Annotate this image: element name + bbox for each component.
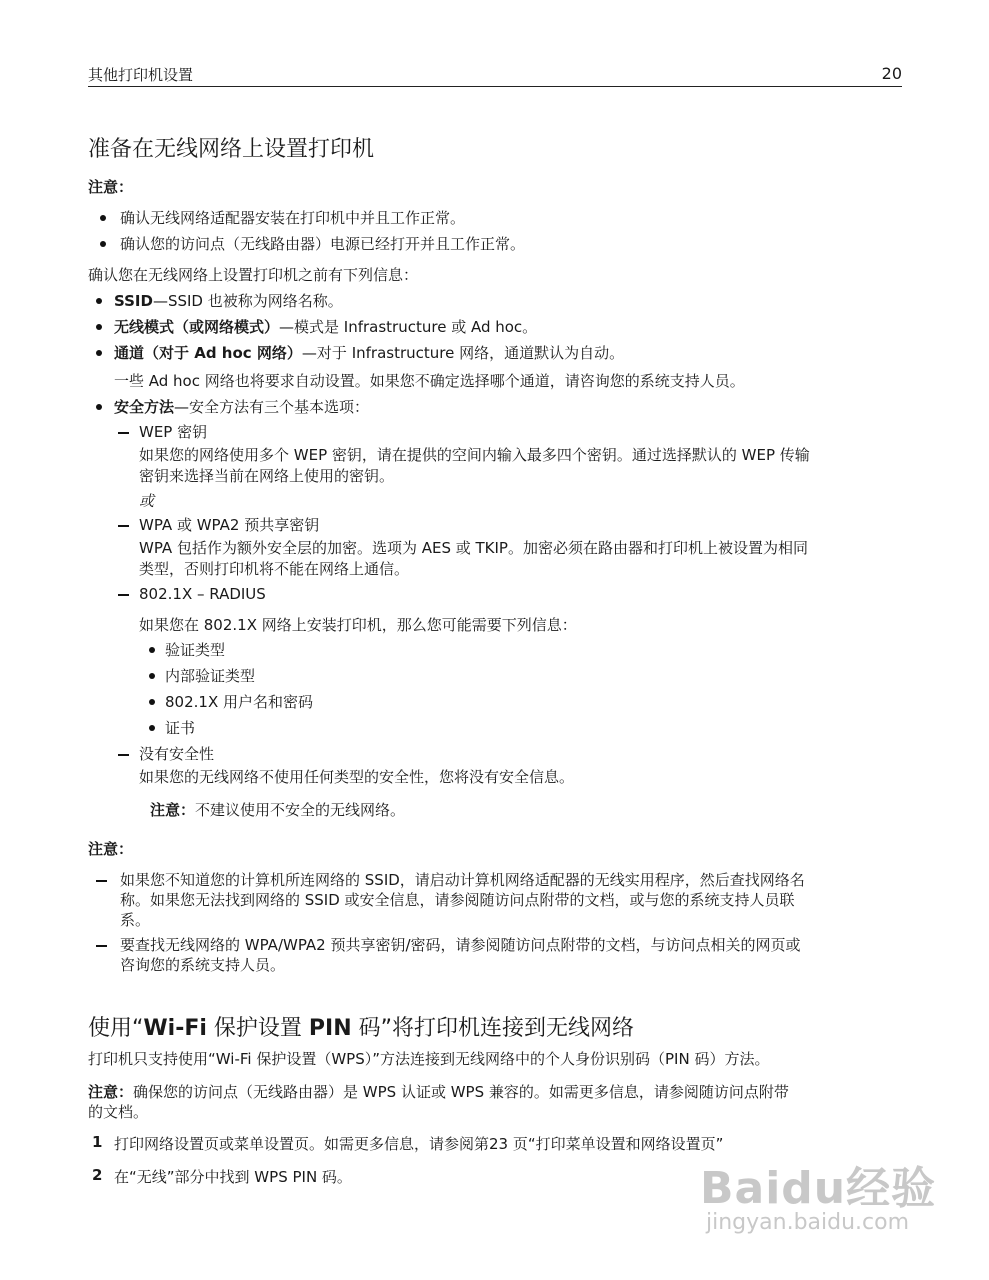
step-text: 在“无线”部分中找到 WPS PIN 码。	[114, 1168, 352, 1186]
nosec-desc: 如果您的无线网络不使用任何类型的安全性，您将没有安全信息。	[139, 768, 575, 786]
section-title-wps-pin	[88, 1011, 634, 1042]
list-item-mode	[114, 316, 537, 338]
or-text: 或	[139, 492, 155, 510]
note2-item1-line3: 系。	[120, 911, 151, 929]
intro-text: 确认您在无线网络上设置打印机之前有下列信息：	[88, 266, 419, 284]
wps-note-text: 确保您的访问点（无线路由器）是 WPS 认证或 WPS 兼容的。如需更多信息，请参阅随访问点附带	[133, 1083, 789, 1101]
note2-item1-line1: 如果您不知道您的计算机所连网络的 SSID，请启动计算机网络适配器的无线实用程序，然后查找网络名	[120, 871, 805, 889]
channel-detail: 一些 Ad hoc 网络也将要求自动设置。如果您不确定选择哪个通道，请咨询您的系统支持人员。	[114, 372, 745, 390]
wep-label: WEP 密钥	[139, 423, 208, 441]
radius-item: 802.1X 用户名和密码	[165, 693, 313, 711]
wep-desc-line2: 密钥来选择当前在网络上使用的密钥。	[139, 467, 395, 485]
dash-marker	[118, 754, 129, 756]
radius-label: 802.1X – RADIUS	[139, 585, 266, 603]
note-label: 注意：	[88, 840, 134, 858]
step-number: 2	[92, 1166, 103, 1184]
radius-item: 验证类型	[165, 641, 226, 659]
step-text: 打印网络设置页或菜单设置页。如需更多信息，请参阅第23 页“打印菜单设置和网络设置页”	[114, 1135, 724, 1153]
running-header-title: 其他打印机设置	[88, 66, 194, 84]
bullet-dot	[149, 673, 155, 679]
wps-note-line1	[88, 1081, 789, 1103]
page-number: 20	[881, 64, 902, 83]
radius-desc: 如果您在 802.1X 网络上安装打印机，那么您可能需要下列信息：	[139, 616, 577, 634]
nosec-note-text: 不建议使用不安全的无线网络。	[195, 801, 406, 819]
bullet-dot	[149, 699, 155, 705]
header-rule	[88, 86, 902, 87]
bullet-dot	[149, 725, 155, 731]
bullet-dot	[149, 647, 155, 653]
nosec-note	[150, 799, 405, 821]
note2-item2-line2: 咨询您的系统支持人员。	[120, 956, 286, 974]
dash-marker	[96, 945, 107, 947]
term-security: 安全方法	[114, 398, 175, 416]
wps-note-line2: 的文档。	[88, 1103, 149, 1121]
channel-text: —对于 Infrastructure 网络，通道默认为自动。	[301, 344, 625, 362]
bullet-dot	[100, 241, 106, 247]
wpa-desc-line1: WPA 包括作为额外安全层的加密。选项为 AES 或 TKIP。加密必须在路由器和打印机上被设置为相同	[139, 539, 808, 557]
title-part: Wi-Fi	[143, 1016, 207, 1041]
list-item-channel	[114, 342, 624, 364]
title-part: PIN	[308, 1016, 352, 1041]
dash-marker	[96, 880, 107, 882]
note2-item2-line1: 要查找无线网络的 WPA/WPA2 预共享密钥/密码，请参阅随访问点附带的文档，与访问点相关的网页或	[120, 936, 801, 954]
dash-marker	[118, 594, 129, 596]
baidu-watermark-logo: Baidu经验	[700, 1163, 937, 1214]
bullet-dot	[96, 404, 102, 410]
note-item-adapter: 确认无线网络适配器安装在打印机中并且工作正常。	[120, 209, 466, 227]
bullet-dot	[96, 350, 102, 356]
term-channel-c: 网络）	[251, 344, 302, 362]
term-channel-b: Ad hoc	[194, 344, 252, 362]
title-part: 码”将打印机连接到无线网络	[351, 1016, 635, 1041]
wep-desc-line1: 如果您的网络使用多个 WEP 密钥，请在提供的空间内输入最多四个密钥。通过选择默认的 WEP 传输	[139, 446, 810, 464]
bullet-dot	[96, 298, 102, 304]
title-part: 使用“	[88, 1016, 144, 1041]
list-item-ssid	[114, 290, 343, 312]
term-channel-a: 通道（对于	[114, 344, 195, 362]
step-number: 1	[92, 1133, 103, 1151]
baidu-watermark-url: jingyan.baidu.com	[706, 1210, 910, 1235]
note2-item1-line2: 称。如果您无法找到网络的 SSID 或安全信息，请参阅随访问点附带的文档，或与您的系统支持人员联	[120, 891, 795, 909]
radius-item: 内部验证类型	[165, 667, 256, 685]
nosec-note-label: 注意：	[150, 801, 196, 819]
note-item-access-point: 确认您的访问点（无线路由器）电源已经打开并且工作正常。	[120, 235, 526, 253]
radius-item: 证书	[165, 719, 196, 737]
term-ssid: SSID	[114, 292, 153, 310]
wps-note-label: 注意：	[88, 1083, 134, 1101]
term-mode: 无线模式（或网络模式）	[114, 318, 280, 336]
wps-intro: 打印机只支持使用“Wi-Fi 保护设置（WPS）”方法连接到无线网络中的个人身份识别码（PIN 码）方法。	[88, 1050, 770, 1068]
wpa-label: WPA 或 WPA2 预共享密钥	[139, 516, 320, 534]
note-label: 注意：	[88, 178, 134, 196]
list-item-security	[114, 396, 369, 418]
mode-text: —模式是 Infrastructure 或 Ad hoc。	[279, 318, 538, 336]
dash-marker	[118, 525, 129, 527]
dash-marker	[118, 432, 129, 434]
section-title-prepare-wireless: 准备在无线网络上设置打印机	[88, 137, 375, 162]
nosec-label: 没有安全性	[139, 745, 215, 763]
bullet-dot	[100, 215, 106, 221]
ssid-text: —SSID 也被称为网络名称。	[152, 292, 343, 310]
bullet-dot	[96, 324, 102, 330]
wpa-desc-line2: 类型，否则打印机将不能在网络上通信。	[139, 560, 410, 578]
title-part: 保护设置	[206, 1016, 309, 1041]
security-text: —安全方法有三个基本选项：	[174, 398, 370, 416]
